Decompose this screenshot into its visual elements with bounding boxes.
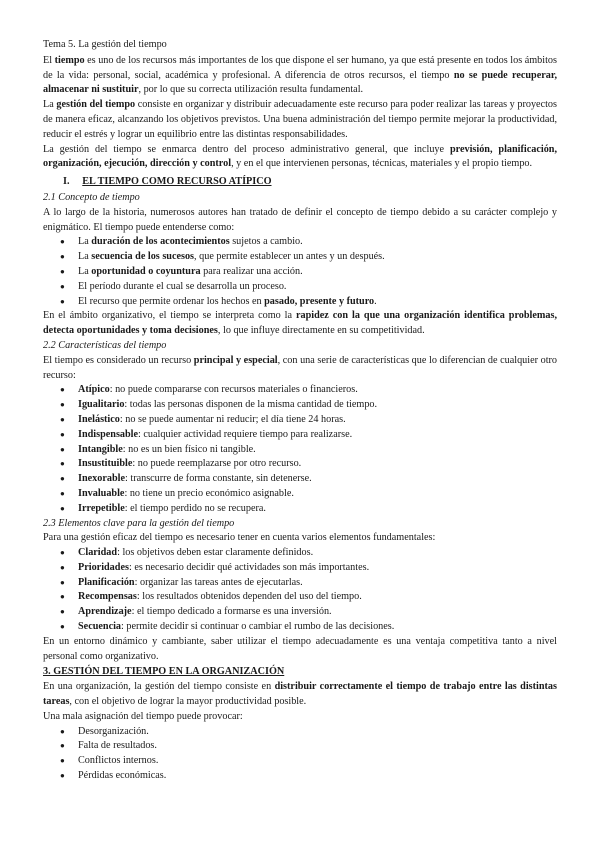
list-item	[43, 457, 557, 472]
list-item	[43, 443, 557, 458]
subsection-2-2-paragraph	[43, 354, 557, 384]
text-run: El período durante el cual se desarrolla un proceso.	[78, 280, 287, 292]
list-item	[43, 472, 557, 487]
bold-text: oportunidad o coyuntura	[91, 265, 201, 277]
text-run: , y en el que intervienen personas, técnicas, materiales y el propio tiempo.	[231, 158, 533, 170]
list-item	[43, 383, 557, 398]
bold-text: Invaluable	[78, 487, 125, 499]
list-item	[43, 590, 557, 605]
bold-text: rapidez con la que una organización identifica problemas, detecta oportunidades y toma decisiones	[43, 310, 557, 337]
text-run: para realizar una acción.	[200, 265, 303, 277]
characteristics-list	[43, 383, 557, 516]
bold-text: Intangible	[78, 443, 123, 455]
subsection-2-1-paragraph: A lo largo de la historia, numerosos autores han tratado de definir el concepto de tiempo debido a su carácter complejo y enigmático. El tiempo puede entenderse como:	[43, 206, 557, 233]
subsection-2-1-heading: 2.1 Concepto de tiempo	[43, 191, 140, 203]
section-3-paragraph	[43, 680, 557, 710]
key-elements-list	[43, 546, 557, 635]
bold-text: previsión, planificación, organización, ejecución, dirección y control	[43, 143, 557, 170]
section-3-lead: Una mala asignación del tiempo puede provocar:	[43, 710, 243, 722]
text-run: : los objetivos deben estar claramente definidos.	[117, 547, 314, 559]
bold-text: Aprendizaje	[78, 606, 132, 618]
text-run: , que permite establecer un antes y un después.	[194, 251, 385, 263]
bold-text: Igualitario	[78, 399, 125, 411]
bold-text: gestión del tiempo	[56, 99, 136, 111]
bold-text: distribuir correctamente el tiempo de trabajo entre las distintas tareas	[43, 681, 557, 708]
section-1-heading	[63, 175, 557, 190]
list-item	[43, 620, 557, 635]
list-item	[43, 725, 557, 740]
list-item	[43, 561, 557, 576]
bold-text: Planificación	[78, 576, 135, 588]
text-run: consiste en organizar y distribuir adecuadamente este recurso para poder realizar las tareas y proyectos de manera eficaz, alcanzando los objetivos previstos. Una buena administración del tiempo permite mejorar la productividad, reducir el estrés y lograr un equilibrio entre las distintas responsabilidades.	[43, 99, 557, 140]
text-run: : todas las personas disponen de la misma cantidad de tiempo.	[124, 399, 378, 411]
section-1-number: I.	[63, 176, 70, 188]
subsection-2-3-paragraph: Para una gestión eficaz del tiempo es necesario tener en cuenta varios elementos fundamentales:	[43, 532, 436, 544]
subsection-2-1-closing	[43, 309, 557, 339]
text-run: , lo que influye directamente en su competitividad.	[217, 325, 425, 337]
bold-text: Prioridades	[78, 561, 129, 573]
text-run: , con una serie de características que lo diferencian de cualquier otro recurso:	[43, 354, 558, 381]
bold-text: no se puede recuperar, almacenar ni sustituir	[43, 69, 557, 96]
list-item	[43, 769, 557, 784]
text-run: .	[374, 295, 377, 307]
list-item	[43, 576, 557, 591]
bold-text: Inexorable	[78, 473, 125, 485]
text-run: Falta de resultados.	[78, 740, 157, 752]
intro-paragraph	[43, 54, 557, 98]
text-run: El tiempo es considerado un recurso	[43, 354, 194, 366]
bold-text: Recompensas	[78, 591, 137, 603]
list-item	[43, 413, 557, 428]
section-3-heading: 3. GESTIÓN DEL TIEMPO EN LA ORGANIZACIÓN	[43, 666, 285, 678]
list-item	[43, 295, 557, 310]
text-run: : los resultados obtenidos dependen del uso del tiempo.	[136, 591, 362, 603]
text-run: es uno de los recursos más importantes de los que dispone el ser humano, ya que está presente en todos los ámbitos de la vida: personal, social, académica y profesional. A diferencia de otros recursos, el tiempo	[43, 54, 557, 81]
subsection-2-2-heading: 2.2 Características del tiempo	[43, 339, 167, 351]
list-item	[43, 265, 557, 280]
document-page	[43, 38, 557, 784]
text-run: : no puede reemplazarse por otro recurso.	[132, 458, 302, 470]
text-run: : organizar las tareas antes de ejecutarlas.	[134, 576, 303, 588]
text-run: : transcurre de forma constante, sin detenerse.	[124, 473, 312, 485]
list-item	[43, 250, 557, 265]
text-run: La gestión del tiempo se enmarca dentro del proceso administrativo general, que incluye	[43, 143, 450, 155]
text-run: : no puede compararse con recursos materiales o financieros.	[109, 384, 358, 396]
list-item	[43, 502, 557, 517]
text-run: : el tiempo dedicado a formarse es una inversión.	[131, 606, 332, 618]
text-run: sujetos a cambio.	[229, 236, 303, 248]
list-item	[43, 280, 557, 295]
text-run: : el tiempo perdido no se recupera.	[124, 502, 266, 514]
list-item	[43, 605, 557, 620]
bold-text: Atípico	[78, 384, 110, 396]
text-run: , con el objetivo de lograr la mayor productividad posible.	[69, 696, 307, 708]
intro-paragraph	[43, 98, 557, 142]
bold-text: Claridad	[78, 547, 118, 559]
list-item	[43, 235, 557, 250]
text-run: La	[78, 236, 92, 248]
text-run: Pérdidas económicas.	[78, 770, 167, 782]
bold-text: Insustituible	[78, 458, 133, 470]
document-title: Tema 5. La gestión del tiempo	[43, 39, 167, 50]
text-run: : no es un bien físico ni tangible.	[122, 443, 256, 455]
section-1-title: EL TIEMPO COMO RECURSO ATÍPICO	[82, 176, 272, 188]
list-item	[43, 428, 557, 443]
intro-paragraph	[43, 143, 557, 173]
text-run: Desorganización.	[78, 725, 149, 737]
text-run: : permite decidir si continuar o cambiar el rumbo de las decisiones.	[121, 621, 395, 633]
list-item	[43, 487, 557, 502]
text-run: : no tiene un precio económico asignable.	[124, 487, 294, 499]
text-run: : es necesario decidir qué actividades son más importantes.	[128, 561, 370, 573]
bold-text: Indispensable	[78, 428, 139, 440]
text-run: , por lo que su correcta utilización resulta fundamental.	[138, 84, 364, 96]
text-run: El	[43, 54, 55, 66]
text-run: La	[78, 265, 92, 277]
bold-text: pasado, presente y futuro	[264, 295, 375, 307]
concept-list	[43, 235, 557, 309]
text-run: La	[43, 99, 57, 111]
text-run: En una organización, la gestión del tiempo consiste en	[43, 681, 275, 693]
text-run: : cualquier actividad requiere tiempo para realizarse.	[138, 428, 353, 440]
bold-text: Secuencia	[78, 621, 122, 633]
bold-text: Irrepetible	[78, 502, 125, 514]
text-run: : no se puede aumentar ni reducir; el día tiene 24 horas.	[119, 413, 346, 425]
bold-text: duración de los acontecimientos	[91, 236, 230, 248]
subsection-2-3-heading: 2.3 Elementos clave para la gestión del tiempo	[43, 517, 235, 529]
list-item	[43, 754, 557, 769]
list-item	[43, 739, 557, 754]
bold-text: tiempo	[54, 54, 85, 66]
consequences-list	[43, 725, 557, 784]
list-item	[43, 398, 557, 413]
text-run: La	[78, 251, 92, 263]
bold-text: Inelástico	[78, 413, 120, 425]
subsection-2-3-closing: En un entorno dinámico y cambiante, saber utilizar el tiempo adecuadamente es una ventaja competitiva tanto a nivel personal como organizativo.	[43, 635, 557, 662]
bold-text: principal y especial	[193, 354, 278, 366]
list-item	[43, 546, 557, 561]
bold-text: secuencia de los sucesos	[91, 251, 195, 263]
text-run: En el ámbito organizativo, el tiempo se interpreta como la	[43, 310, 296, 322]
text-run: El recurso que permite ordenar los hechos en	[78, 295, 265, 307]
text-run: Conflictos internos.	[78, 755, 159, 767]
